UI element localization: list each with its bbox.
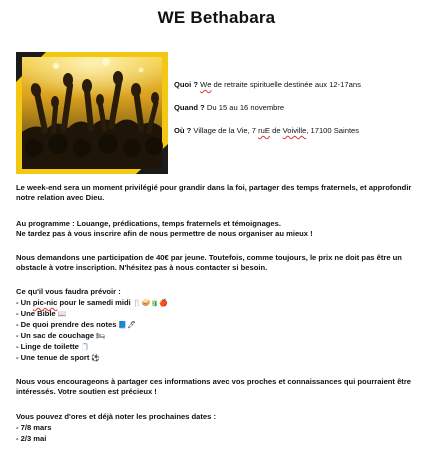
- list-item-text: - Un: [16, 298, 33, 307]
- list-item-text: - Un sac de couchage: [16, 331, 95, 340]
- list-item-misspelled-word: pic-nic: [32, 298, 58, 307]
- date-item: - 7/8 mars: [16, 423, 52, 432]
- list-item: [16, 342, 90, 353]
- list-item-emoji-icon: 🍴🥪🧃🍎: [132, 300, 168, 307]
- list-item: [16, 309, 66, 320]
- text-quand: Du 15 au 16 novembre: [204, 103, 285, 112]
- list-heading: Ce qu'il vous faudra prévoir :: [16, 287, 121, 296]
- text-quoi: de retraite spirituelle destinée aux 12-17ans: [211, 80, 361, 89]
- list-item-text: - De quoi prendre des notes: [16, 320, 117, 329]
- list-item: [16, 320, 136, 331]
- info-ou: [174, 126, 359, 136]
- list-item: [16, 298, 168, 309]
- concert-photo: [16, 52, 168, 174]
- paragraph-programme-line1: Au programme : Louange, prédications, temps fraternels et témoignages.: [16, 219, 281, 228]
- info-quoi: [174, 80, 361, 90]
- text-we: We: [200, 80, 212, 89]
- list-item-text: - Une Bible: [16, 309, 56, 318]
- list-item: [16, 353, 100, 364]
- label-ou: Où ?: [174, 126, 192, 135]
- label-quand: Quand ?: [174, 103, 205, 112]
- date-item: - 2/3 mai: [16, 434, 47, 443]
- dates-heading: Vous pouvez d'ores et déjà noter les prochaines dates :: [16, 412, 216, 421]
- label-quoi: Quoi ?: [174, 80, 199, 89]
- list-item-text: - Une tenue de sport: [16, 353, 90, 362]
- info-quand: [174, 103, 284, 113]
- paragraph-share: Nous vous encourageons à partager ces informations avec vos proches et connaissances qui pourraient être intéressés. Votre soutien est précieux !: [16, 377, 412, 397]
- list-item-emoji-icon: 📘🖊: [118, 322, 137, 329]
- page-title: WE Bethabara: [157, 8, 276, 27]
- list-item-emoji-icon: ⚽: [91, 355, 101, 362]
- text-ou-rue: ruE: [258, 126, 270, 135]
- list-item-emoji-icon: 🧻: [80, 344, 90, 351]
- text-ou-voiville: Voiville: [282, 126, 307, 135]
- text-ou-1: Village de la Vie, 7: [191, 126, 259, 135]
- paragraph-programme: [16, 219, 420, 240]
- list-item: [16, 331, 105, 342]
- paragraph-programme-line2: Ne tardez pas à vous inscrire afin de nous permettre de nous organiser au mieux !: [16, 229, 313, 239]
- text-ou-3: , 17100 Saintes: [306, 126, 360, 135]
- paragraph-intro: Le week-end sera un moment privilégié pour grandir dans la foi, partager des temps fraternels, et approfondir notre relation avec Dieu.: [16, 183, 412, 203]
- list-item-text-rest: pour le samedi midi: [57, 298, 131, 307]
- list-item-emoji-icon: 🛏: [96, 333, 105, 340]
- paragraph-participation: Nous demandons une participation de 40€ par jeune. Toutefois, comme toujours, le prix ne doit pas être un obstacle à votre inscription. N'hésitez pas à nous contacter si besoin.: [16, 253, 402, 273]
- list-item-emoji-icon: 📖: [57, 311, 67, 318]
- text-ou-2: de: [269, 126, 283, 135]
- list-item-text: - Linge de toilette: [16, 342, 79, 351]
